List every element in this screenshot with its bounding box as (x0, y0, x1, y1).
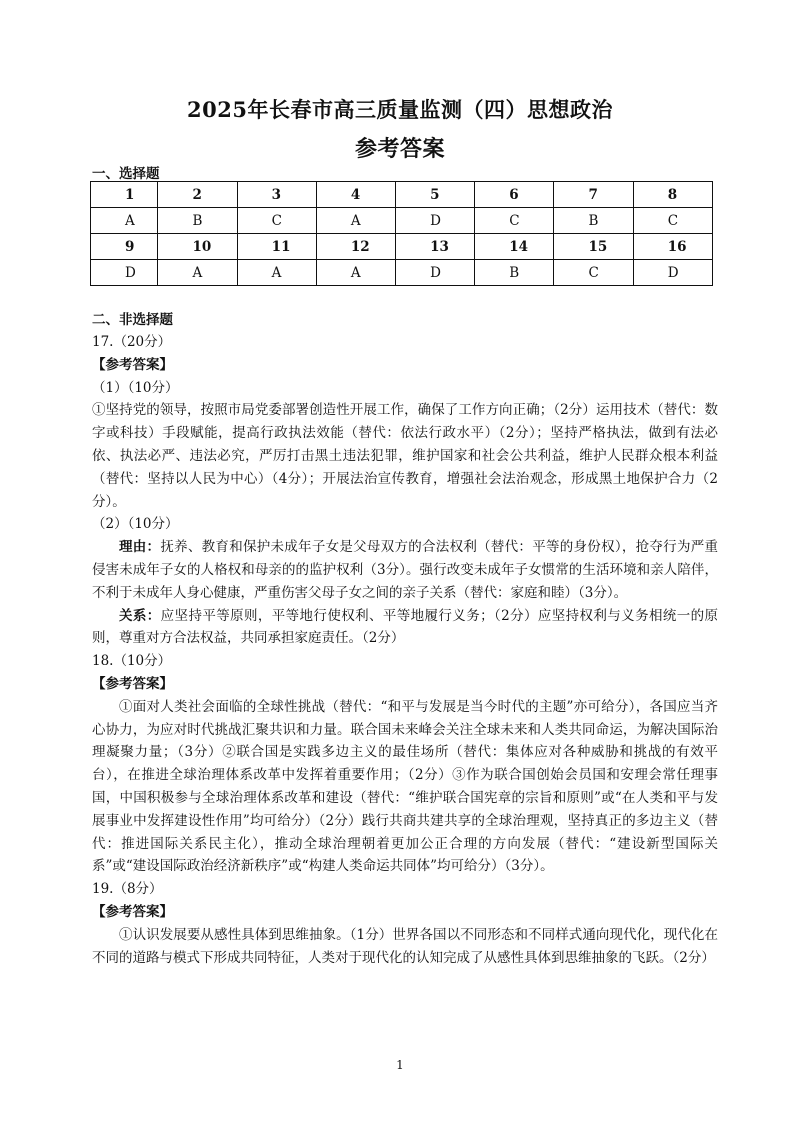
q17-part2-reason (92, 536, 718, 604)
answer-cell: B (158, 208, 237, 234)
page-subtitle: 参考答案 (354, 136, 445, 162)
choice-section-heading: 一、选择题 (92, 166, 160, 182)
table-row (91, 208, 713, 234)
answer-cell: C (554, 260, 633, 286)
reason-text: 抚养、教育和保护未成年子女是父母双方的合法权利（替代：平等的身份权），抢夺行为严重侵害未成年子女的人格权和母亲的的监护权利（3分）。强行改变未成年子女惯常的生活环境和亲人陪伴，不利于未成年人身心健康，严重伤害父母子女之间的亲子关系（替代：家庭和睦）（3分）。 (92, 539, 719, 601)
question-number-cell: 7 (554, 182, 633, 208)
q17-header: 17.（20分） (92, 334, 172, 350)
answer-cell: D (396, 208, 475, 234)
q19-header: 19.（8分） (92, 881, 163, 898)
q18-text: ①面对人类社会面临的全球性挑战（替代：“和平与发展是当今时代的主题”亦可给分），各国应当齐心协力，为应对时代挑战汇聚共识和力量。联合国未来峰会关注全球未来和人类共同命运，为解决国际治理凝聚力量；（3分）②联合国是实践多边主义的最佳场所（替代：集体应对各种威胁和挑战的有效平台），在推进全球治理体系改革中发挥着重要作用；（2分）③作为联合国创始会员国和安理会常任理事国，中国积极参与全球治理体系改革和建设（替代：“维护联合国宪章的宗旨和原则”或“在人类和平与发展事业中发挥建设性作用”均可给分）（2分）践行共商共建共享的全球治理观，坚持真正的多边主义（替代：推进国际关系民主化），推动全球治理朝着更加公正合理的方向发展（替代：“建设新型国际关系”或“建设国际政治经济新秩序”或“构建人类命运共同体”均可给分）（3分）。 (92, 698, 718, 875)
nonchoice-section-heading: 二、非选择题 (92, 312, 173, 328)
question-number-cell: 6 (475, 182, 554, 208)
question-number-cell: 8 (633, 182, 712, 208)
q18-header: 18.（10分） (92, 653, 172, 670)
page-title: 2025年长春市高三质量监测（四）思想政治 (187, 97, 613, 122)
answer-cell: D (91, 260, 158, 286)
answer-cell: D (633, 260, 712, 286)
page-number: 1 (396, 1058, 404, 1072)
q19-text: ①认识发展要从感性具体到思维抽象。（1分）世界各国以不同形态和不同样式通向现代化，现代化在不同的道路与模式下形成共同特征，人类对于现代化的认知完成了从感性具体到思维抽象的飞跃。（2分） (92, 926, 718, 966)
q17-part2-label: （2）（10分） (92, 516, 179, 533)
answer-cell: A (91, 208, 158, 234)
answer-cell: C (475, 208, 554, 234)
question-number-cell: 5 (396, 182, 475, 208)
q17-part1-text: ①坚持党的领导，按照市局党委部署创造性开展工作，确保了工作方向正确；（2分）运用技术（替代：数字或科技）手段赋能，提高行政执法效能（替代：依法行政水平）（2分）；坚持严格执法，做到有法必依、执法必严、违法必究，严厉打击黑土违法犯罪，维护国家和社会公共利益，维护人民群众根本利益（替代：坚持以人民为中心）（4分）；开展法治宣传教育，增强社会法治观念，形成黑土地保护合力（2分）。 (92, 402, 718, 510)
question-number-cell: 4 (316, 182, 395, 208)
answer-cell: C (237, 208, 316, 234)
table-row (91, 182, 713, 208)
question-number-cell: 10 (158, 234, 237, 260)
answer-body (92, 331, 718, 969)
question-number-cell: 15 (554, 234, 633, 260)
answer-cell: A (237, 260, 316, 286)
question-number-cell: 1 (91, 182, 158, 208)
answer-cell: C (633, 208, 712, 234)
answer-cell: D (396, 260, 475, 286)
table-row (91, 260, 713, 286)
question-number-cell: 13 (396, 234, 475, 260)
answer-cell: A (316, 260, 395, 286)
question-number-cell: 3 (237, 182, 316, 208)
relation-label: 关系： (119, 607, 161, 624)
answer-cell: A (158, 260, 237, 286)
q17-part1-label: （1）（10分） (92, 379, 179, 396)
q18-reference-label: 【参考答案】 (92, 675, 173, 692)
answer-cell: B (475, 260, 554, 286)
q19-reference-label: 【参考答案】 (92, 903, 173, 920)
answer-cell: B (554, 208, 633, 234)
question-number-cell: 14 (475, 234, 554, 260)
question-number-cell: 11 (237, 234, 316, 260)
table-row (91, 234, 713, 260)
answer-cell: A (316, 208, 395, 234)
relation-text: 应坚持平等原则，平等地行使权利、平等地履行义务；（2分）应坚持权利与义务相统一的原则，尊重对方合法权益，共同承担家庭责任。（2分） (92, 607, 719, 647)
choice-answer-table (90, 181, 713, 286)
reason-label: 理由： (119, 539, 161, 556)
question-number-cell: 16 (633, 234, 712, 260)
q17-reference-label: 【参考答案】 (92, 356, 173, 373)
question-number-cell: 9 (91, 234, 158, 260)
q17-part2-relation (92, 605, 718, 651)
question-number-cell: 2 (158, 182, 237, 208)
question-number-cell: 12 (316, 234, 395, 260)
